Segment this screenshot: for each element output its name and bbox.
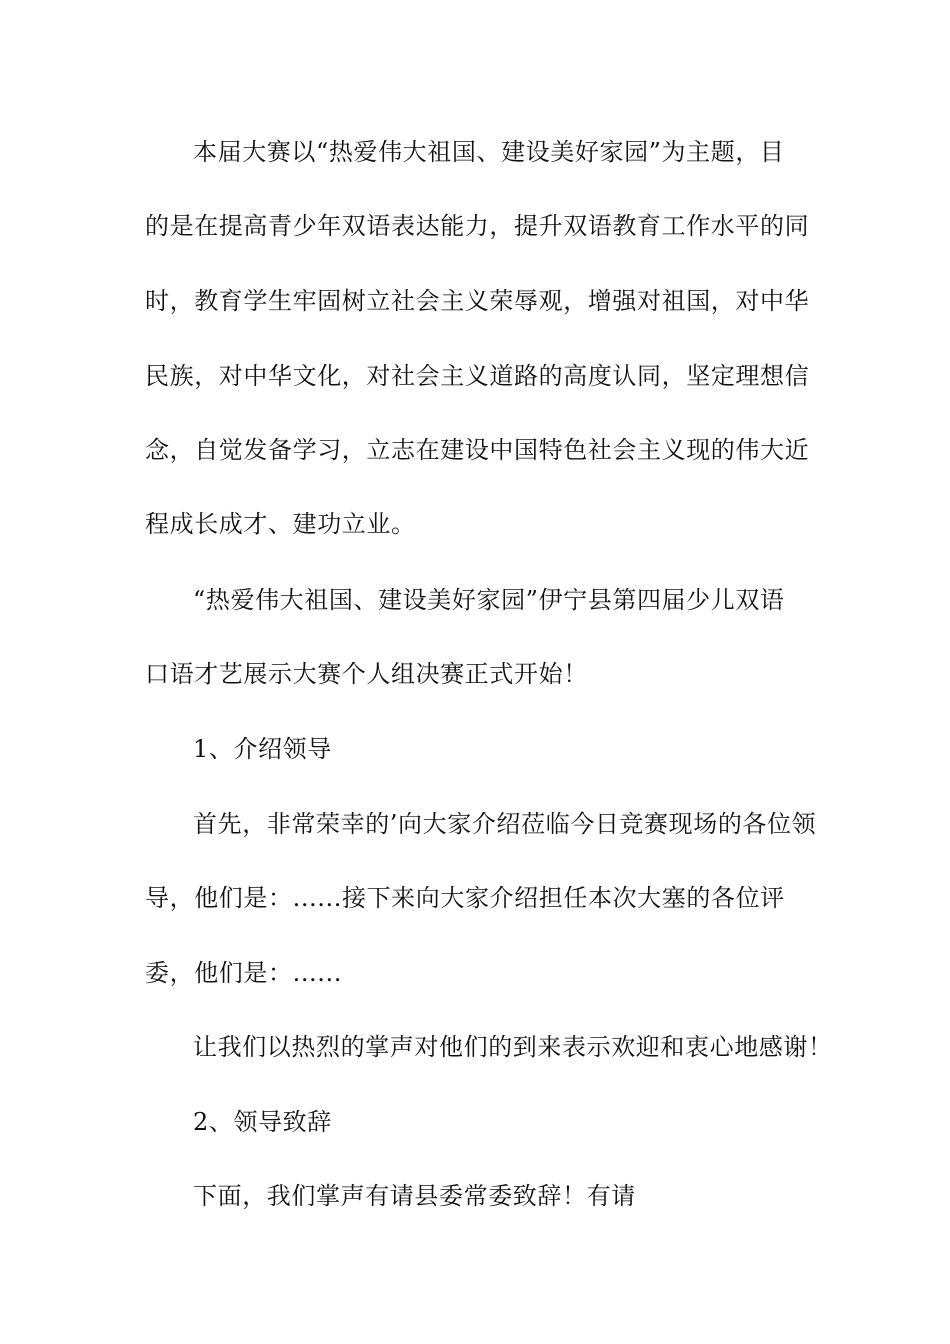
paragraph-1-line-4: 民族，对中华文化，对社会主义道路的高度认同，坚定理想信: [145, 362, 810, 390]
paragraph-5-line-1: 下面，我们掌声有请县委常委致辞！有请: [193, 1182, 636, 1210]
paragraph-1-line-2: 的是在提高青少年双语表达能力，提升双语教育工作水平的同: [145, 212, 810, 240]
paragraph-1-line-6: 程成长成才、建功立业。: [145, 510, 416, 538]
paragraph-1-line-5: 念，自觉发备学习，立志在建设中国特色社会主义现的伟大近: [145, 436, 810, 464]
section-heading-1: 1、介绍领导: [193, 735, 332, 763]
paragraph-1-line-3: 时，教育学生牢固树立社会主义荣辱观，增强对祖国，对中华: [145, 287, 810, 315]
paragraph-4-line-1: 让我们以热烈的掌声对他们的到来表示欢迎和衷心地感谢！: [193, 1033, 833, 1061]
paragraph-3-line-1: 首先，非常荣幸的’向大家介绍莅临今日竞赛现场的各位领: [193, 810, 817, 838]
section-heading-2: 2、领导致辞: [193, 1108, 332, 1136]
paragraph-2-line-1: “热爱伟大祖国、建设美好家园”伊宁县第四届少儿双语: [193, 586, 785, 614]
paragraph-3-line-2: 导，他们是：......接下来向大家介绍担任本次大塞的各位评: [145, 884, 785, 912]
paragraph-1-line-1: 本届大赛以“热爱伟大祖国、建设美好家园”为主题，目: [193, 138, 785, 166]
paragraph-3-line-3: 委，他们是：......: [145, 959, 342, 987]
paragraph-2-line-2: 口语才艺展示大赛个人组决赛正式开始！: [145, 660, 588, 688]
